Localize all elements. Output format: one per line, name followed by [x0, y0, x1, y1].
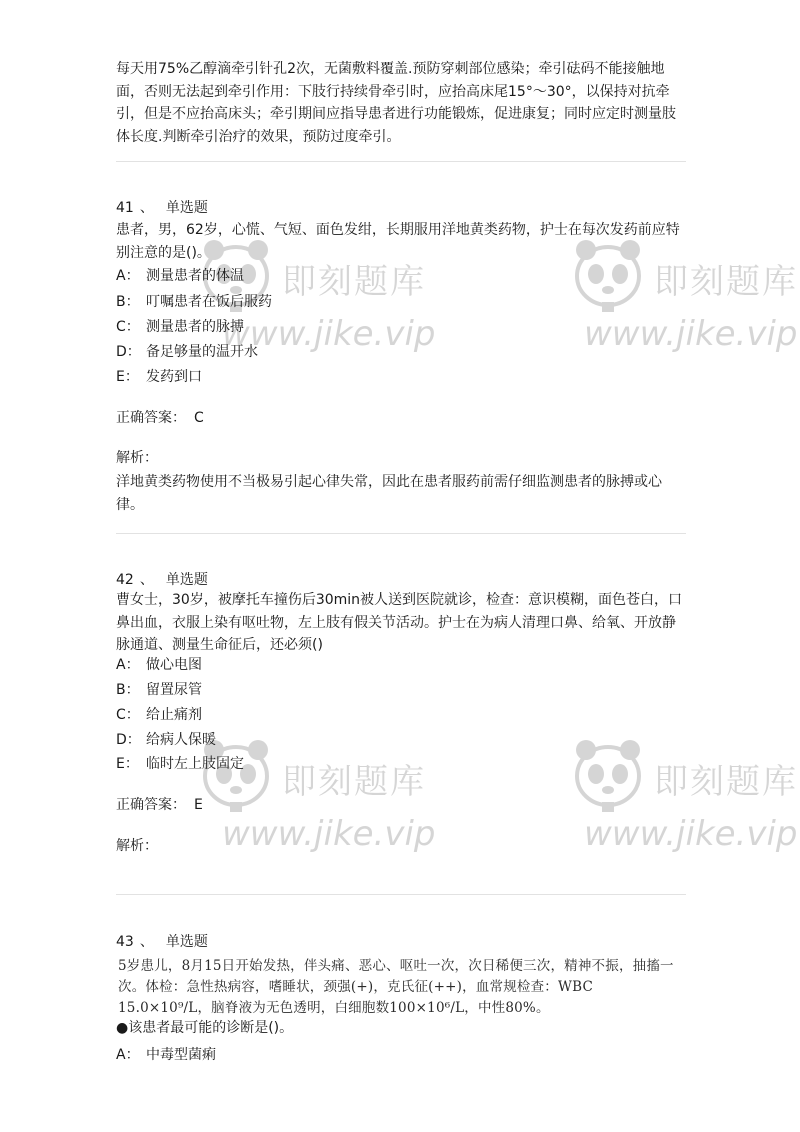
question-prompt-43: ●该患者最可能的诊断是()。	[116, 1020, 294, 1036]
option-text: 测量患者的脉搏	[146, 319, 244, 335]
option-41-d[interactable]	[116, 342, 258, 362]
option-42-e[interactable]	[116, 754, 244, 774]
question-header-43	[116, 932, 208, 952]
analysis-label-42: 解析：	[116, 838, 158, 854]
question-stem-42: 曹女士，30岁，被摩托车撞伤后30min被人送到医院就诊，检查：意识模糊，面色苍白，口鼻出血，衣服上染有呕吐物，左上肢有假关节活动。护士在为病人清理口鼻、给氧、开放静脉通道、测量生命征后，还必须()	[116, 592, 683, 653]
watermark-url: www.jike.vip	[222, 314, 436, 354]
option-text: 留置尿管	[146, 682, 202, 698]
option-letter: A：	[116, 268, 140, 284]
option-text: 给止痛剂	[146, 707, 202, 723]
watermark-url: www.jike.vip	[584, 314, 798, 354]
option-41-a[interactable]	[116, 266, 244, 286]
answer-label: 正确答案：	[116, 797, 186, 813]
question-type: 单选题	[165, 572, 208, 588]
option-43-a[interactable]	[116, 1045, 216, 1065]
option-42-a[interactable]	[116, 655, 202, 675]
option-41-c[interactable]	[116, 317, 244, 337]
question-separator: 、	[139, 572, 154, 588]
watermark-brand: 即刻题库	[282, 262, 426, 302]
option-41-b[interactable]	[116, 292, 272, 312]
option-41-e[interactable]	[116, 367, 202, 387]
option-letter: A：	[116, 1047, 140, 1063]
watermark-brand: 即刻题库	[654, 262, 798, 302]
option-text: 临时左上肢固定	[146, 756, 244, 772]
question-number: 43	[116, 934, 134, 950]
option-text: 做心电图	[146, 657, 202, 673]
option-letter: E：	[116, 369, 139, 385]
watermark-brand: 即刻题库	[282, 762, 426, 802]
option-text: 叮嘱患者在饭后服药	[146, 294, 272, 310]
question-header-41	[116, 198, 208, 218]
watermark	[572, 738, 800, 878]
question-divider	[116, 894, 686, 895]
option-letter: D：	[116, 732, 141, 748]
previous-question-analysis: 每天用75%乙醇滴牵引针孔2次，无菌敷料覆盖.预防穿刺部位感染；牵引砝码不能接触地面，否则无法起到牵引作用：下肢行持续骨牵引时，应抬高床尾15°～30°，以保持对抗牵引，但是不应抬高床头；牵引期间应指导患者进行功能锻炼，促进康复；同时应定时测量肢体长度.判断牵引治疗的效果，预防过度牵引。	[116, 61, 676, 145]
option-text: 发药到口	[146, 369, 202, 385]
question-divider	[116, 533, 686, 534]
option-letter: B：	[116, 682, 140, 698]
option-text: 备足够量的温开水	[146, 344, 258, 360]
question-header-42	[116, 570, 208, 590]
question-type: 单选题	[165, 934, 208, 950]
panda-logo-icon	[572, 738, 644, 814]
option-42-c[interactable]	[116, 705, 202, 725]
answer-value: C	[194, 410, 204, 426]
option-letter: C：	[116, 319, 140, 335]
option-letter: A：	[116, 657, 140, 673]
watermark-url: www.jike.vip	[584, 814, 798, 854]
question-number: 42	[116, 572, 134, 588]
question-stem-41: 患者，男，62岁，心慌、气短、面色发绀，长期服用洋地黄类药物，护士在每次发药前应特别注意的是()。	[116, 222, 680, 261]
answer-label: 正确答案：	[116, 410, 186, 426]
correct-answer-42	[116, 795, 203, 815]
question-divider	[116, 161, 686, 162]
watermark-brand: 即刻题库	[654, 762, 798, 802]
watermark-url: www.jike.vip	[222, 814, 436, 854]
question-separator: 、	[139, 200, 154, 216]
option-42-b[interactable]	[116, 680, 202, 700]
option-42-d[interactable]	[116, 730, 216, 750]
watermark	[200, 738, 620, 878]
option-letter: E：	[116, 756, 139, 772]
option-text: 中毒型菌痢	[146, 1047, 216, 1063]
option-letter: C：	[116, 707, 140, 723]
analysis-text-41: 洋地黄类药物使用不当极易引起心律失常，因此在患者服药前需仔细监测患者的脉搏或心律。	[116, 474, 662, 513]
option-letter: D：	[116, 344, 141, 360]
option-letter: B：	[116, 294, 140, 310]
option-text: 给病人保暖	[146, 732, 216, 748]
correct-answer-41	[116, 408, 204, 428]
case-description-43: 5岁患儿，8月15日开始发热，伴头痛、恶心、呕吐一次，次日稀便三次，精神不振，抽搐一次。体检：急性热病容，嗜睡状，颈强(+)，克氏征(++)，血常规检查：WBC 15.0×10⁹/L，脑脊液为无色透明，白细胞数100×10⁶/L，中性80%。	[118, 958, 674, 1016]
analysis-label-41: 解析：	[116, 450, 158, 466]
answer-value: E	[194, 797, 203, 813]
question-number: 41	[116, 200, 134, 216]
option-text: 测量患者的体温	[146, 268, 244, 284]
question-separator: 、	[139, 934, 154, 950]
question-type: 单选题	[165, 200, 208, 216]
